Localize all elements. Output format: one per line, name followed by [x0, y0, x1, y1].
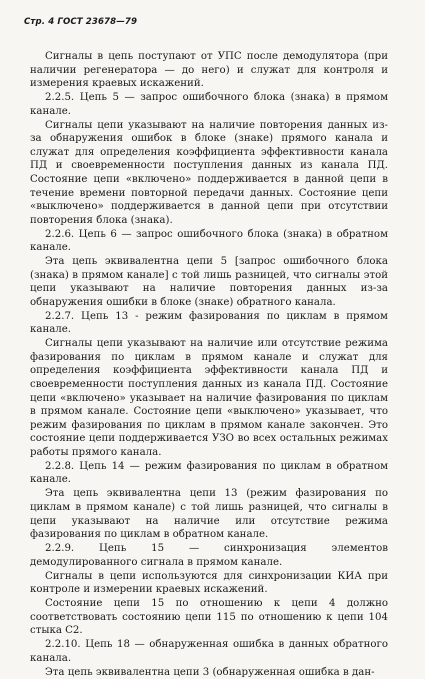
paragraph: Сигналы в цепь поступают от УПС после демодулятора (при наличии регенератора — до него) и служат для контроля и измерения краевых искажений.: [30, 51, 388, 90]
section-heading: 2.2.6. Цепь 6 — запрос ошибочного блока (знака) в обратном канале.: [30, 228, 388, 254]
document-body: [30, 50, 388, 679]
paragraph: Эта цепь эквивалентна цепи 5 [запрос ошибочного блока (знака) в прямом канале] с той лишь разницей, что сигналы этой цепи указывают на наличие повторения данных из-за обнаружения ошибки в блоке (знаке) обратного канала.: [30, 256, 388, 308]
section-heading: 2.2.8. Цепь 14 — режим фазирования по циклам в обратном канале.: [30, 460, 388, 486]
section-heading: 2.2.10. Цепь 18 — обнаруженная ошибка в данных обратного канала.: [30, 639, 388, 664]
paragraph: Эта цепь эквивалентна цепи 3 (обнаруженная ошибка в дан-: [45, 666, 375, 678]
page-header: Стр. 4 ГОСТ 23678—79: [24, 17, 138, 27]
paragraph: Сигналы цепи указывают на наличие или отсутствие режима фазирования по циклам в прямом канале и служат для определения коэффициента эффективности канала ПД и своевременности поступления данных из канала ПД. Состояние цепи «включено» указывает на наличие фазирования по циклам в прямом канале. Состояние цепи «выключено» указывает, что режим фазирования по циклам в прямом канале закончен. Это состояние цепи поддерживается УЗО во всех остальных режимах работы прямого канала.: [30, 338, 388, 458]
paragraph: Сигналы цепи указывают на наличие повторения данных из-за обнаружения ошибок в блоке (знаке) прямого канала и служат для определения коэффициента эффективности канала ПД и своевременности поступления данных из канала ПД. Состояние цепи «включено» поддерживается в данной цепи в течение времени повторной передачи данных. Состояние цепи «выключено» поддерживается в данной цепи при отсутствии повторения блока (знака).: [30, 119, 388, 226]
section-heading: 2.2.9. Цепь 15 — синхронизация элементов демодулированного сигнала в прямом канале.: [30, 543, 388, 568]
section-heading: 2.2.5. Цепь 5 — запрос ошибочного блока (знака) в прямом канале.: [30, 92, 388, 117]
section-heading: 2.2.7. Цепь 13 - режим фазирования по циклам в прямом канале.: [30, 310, 388, 336]
paragraph: Эта цепь эквивалентна цепи 13 (режим фазирования по циклам в прямом канале) с той лишь разницей, что сигналы в цепи указывают на наличие или отсутствие режима фазирования по циклам в обратном канале.: [30, 488, 388, 541]
paragraph: Сигналы в цепи используются для синхронизации КИА при контроле и измерении краевых искажений.: [30, 570, 388, 596]
paragraph: Состояние цепи 15 по отношению к цепи 4 должно соответствовать состоянию цепи 115 по отношению к цепи 104 стыка С2.: [30, 598, 388, 637]
